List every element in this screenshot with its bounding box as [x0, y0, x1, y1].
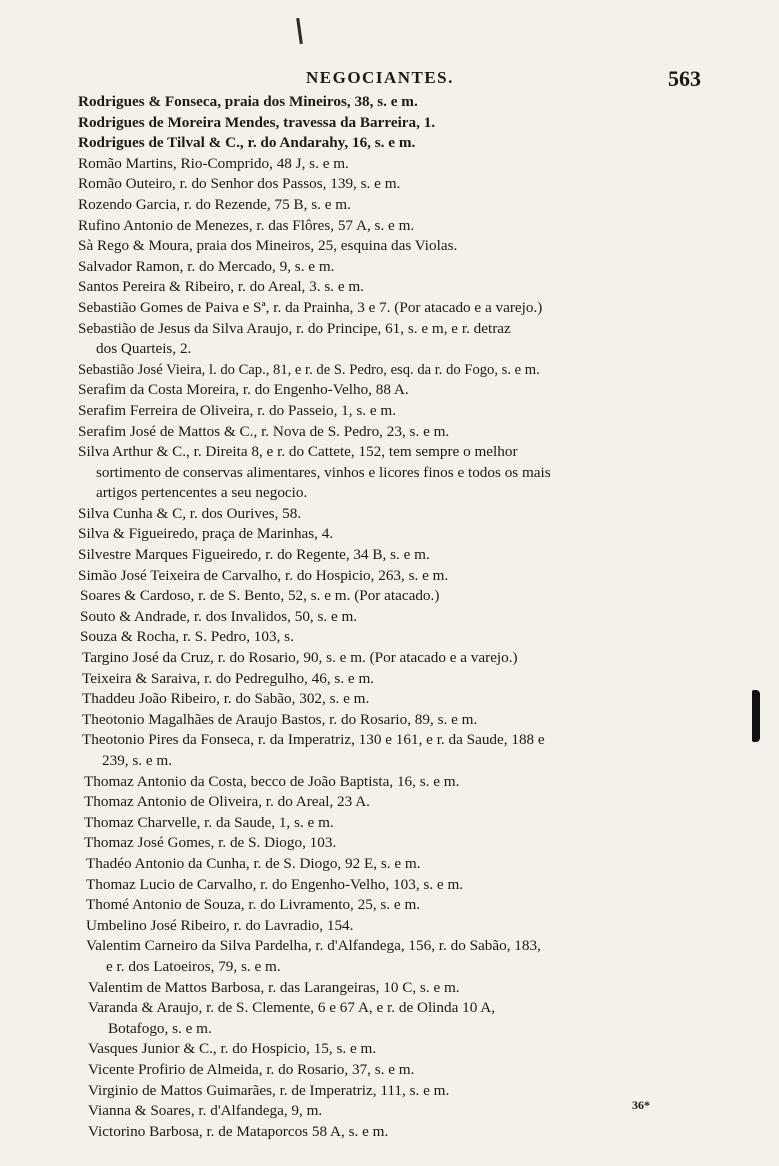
section-title: NEGOCIANTES. — [306, 68, 454, 87]
list-item: Thomaz Lucio de Carvalho, r. do Engenho-Velho, 103, s. e m. — [86, 875, 464, 893]
list-item: Teixeira & Saraiva, r. do Pedregulho, 46, s. e m. — [82, 669, 375, 687]
list-item: Thaddeu João Ribeiro, r. do Sabão, 302, s. e m. — [82, 690, 370, 708]
list-item: Valentim de Mattos Barbosa, r. das Larangeiras, 10 C, s. e m. — [88, 978, 460, 996]
list-item: Rodrigues & Fonseca, praia dos Mineiros, 38, s. e m. — [78, 93, 418, 110]
list-item: Theotonio Pires da Fonseca, r. da Imperatriz, 130 e 161, e r. da Saude, 188 e — [82, 731, 545, 749]
list-item-continuation: artigos pertencentes a seu negocio. — [96, 484, 308, 502]
list-item: Vasques Junior & C., r. do Hospicio, 15, s. e m. — [88, 1040, 377, 1058]
list-item: Silva Cunha & C, r. dos Ourives, 58. — [78, 504, 302, 522]
list-item: Serafim José de Mattos & C., r. Nova de S. Pedro, 23, s. e m. — [78, 422, 450, 440]
list-item: Sà Rego & Moura, praia dos Mineiros, 25, esquina das Violas. — [78, 237, 458, 255]
list-item: Thomaz José Gomes, r. de S. Diogo, 103. — [84, 834, 337, 852]
list-item: Sebastião de Jesus da Silva Araujo, r. do Principe, 61, s. e m, e r. detraz — [78, 319, 511, 337]
list-item: Souza & Rocha, r. S. Pedro, 103, s. — [80, 628, 294, 646]
list-item: Thomaz Antonio de Oliveira, r. do Areal, 23 A. — [84, 793, 370, 811]
list-item: Umbelino José Ribeiro, r. do Lavradio, 154. — [86, 916, 354, 934]
directory-list — [0, 92, 779, 1142]
margin-ink-mark — [752, 690, 760, 742]
scan-artifact-mark — [296, 18, 303, 44]
list-item-continuation: sortimento de conservas alimentares, vinhos e licores finos e todos os mais — [96, 463, 551, 481]
list-item: Thomaz Antonio da Costa, becco de João Baptista, 16, s. e m. — [84, 772, 460, 790]
list-item: Serafim da Costa Moreira, r. do Engenho-Velho, 88 A. — [78, 381, 409, 399]
list-item: Souto & Andrade, r. dos Invalidos, 50, s. e m. — [80, 607, 358, 625]
list-item-continuation: dos Quarteis, 2. — [96, 340, 192, 358]
list-item: Sebastião Gomes de Paiva e Sª, r. da Prainha, 3 e 7. (Por atacado e a varejo.) — [78, 298, 543, 316]
list-item: Rozendo Garcia, r. do Rezende, 75 B, s. e m. — [78, 195, 351, 213]
list-item: Romão Martins, Rio-Comprido, 48 J, s. e m. — [78, 154, 349, 172]
list-item: Silva & Figueiredo, praça de Marinhas, 4. — [78, 525, 334, 543]
list-item: Sebastião José Vieira, l. do Cap., 81, e r. de S. Pedro, esq. da r. do Fogo, s. e m. — [78, 361, 540, 378]
list-item-continuation: 239, s. e m. — [102, 752, 173, 769]
list-item: Theotonio Magalhães de Araujo Bastos, r. do Rosario, 89, s. e m. — [82, 710, 478, 728]
list-item: Targino José da Cruz, r. do Rosario, 90, s. e m. (Por atacado e a varejo.) — [82, 649, 518, 667]
page-header — [0, 66, 779, 94]
list-item-continuation: e r. dos Latoeiros, 79, s. e m. — [106, 957, 281, 975]
list-item: Victorino Barbosa, r. de Mataporcos 58 A, s. e m. — [88, 1122, 389, 1140]
list-item: Thadéo Antonio da Cunha, r. de S. Diogo, 92 E, s. e m. — [86, 854, 421, 872]
signature-mark: 36* — [632, 1098, 650, 1112]
list-item: Simão José Teixeira de Carvalho, r. do Hospicio, 263, s. e m. — [78, 566, 449, 584]
list-item: Thomaz Charvelle, r. da Saude, 1, s. e m. — [84, 813, 334, 831]
list-item: Virginio de Mattos Guimarães, r. de Imperatriz, 111, s. e m. — [88, 1081, 450, 1099]
list-item-continuation: Botafogo, s. e m. — [108, 1019, 212, 1037]
list-item: Soares & Cardoso, r. de S. Bento, 52, s. e m. (Por atacado.) — [80, 587, 440, 605]
list-item: Varanda & Araujo, r. de S. Clemente, 6 e 67 A, e r. de Olinda 10 A, — [88, 999, 496, 1017]
list-item: Salvador Ramon, r. do Mercado, 9, s. e m. — [78, 257, 335, 275]
list-item: Rodrigues de Moreira Mendes, travessa da Barreira, 1. — [78, 113, 436, 131]
list-item: Rufino Antonio de Menezes, r. das Flôres, 57 A, s. e m. — [78, 216, 415, 234]
list-item: Vicente Profirio de Almeida, r. do Rosario, 37, s. e m. — [88, 1060, 415, 1078]
list-item: Santos Pereira & Ribeiro, r. do Areal, 3. s. e m. — [78, 278, 364, 296]
list-item: Thomé Antonio de Souza, r. do Livramento, 25, s. e m. — [86, 896, 421, 914]
list-item: Vianna & Soares, r. d'Alfandega, 9, m. — [88, 1102, 323, 1120]
list-item: Romão Outeiro, r. do Senhor dos Passos, 139, s. e m. — [78, 175, 401, 193]
list-item: Rodrigues de Tilval & C., r. do Andarahy, 16, s. e m. — [78, 134, 416, 152]
list-item: Valentim Carneiro da Silva Pardelha, r. d'Alfandega, 156, r. do Sabão, 183, — [86, 937, 541, 955]
page-number: 563 — [668, 66, 701, 91]
list-item: Serafim Ferreira de Oliveira, r. do Passeio, 1, s. e m. — [78, 401, 397, 419]
list-item: Silvestre Marques Figueiredo, r. do Regente, 34 B, s. e m. — [78, 546, 430, 564]
list-item: Silva Arthur & C., r. Direita 8, e r. do Cattete, 152, tem sempre o melhor — [78, 443, 518, 461]
